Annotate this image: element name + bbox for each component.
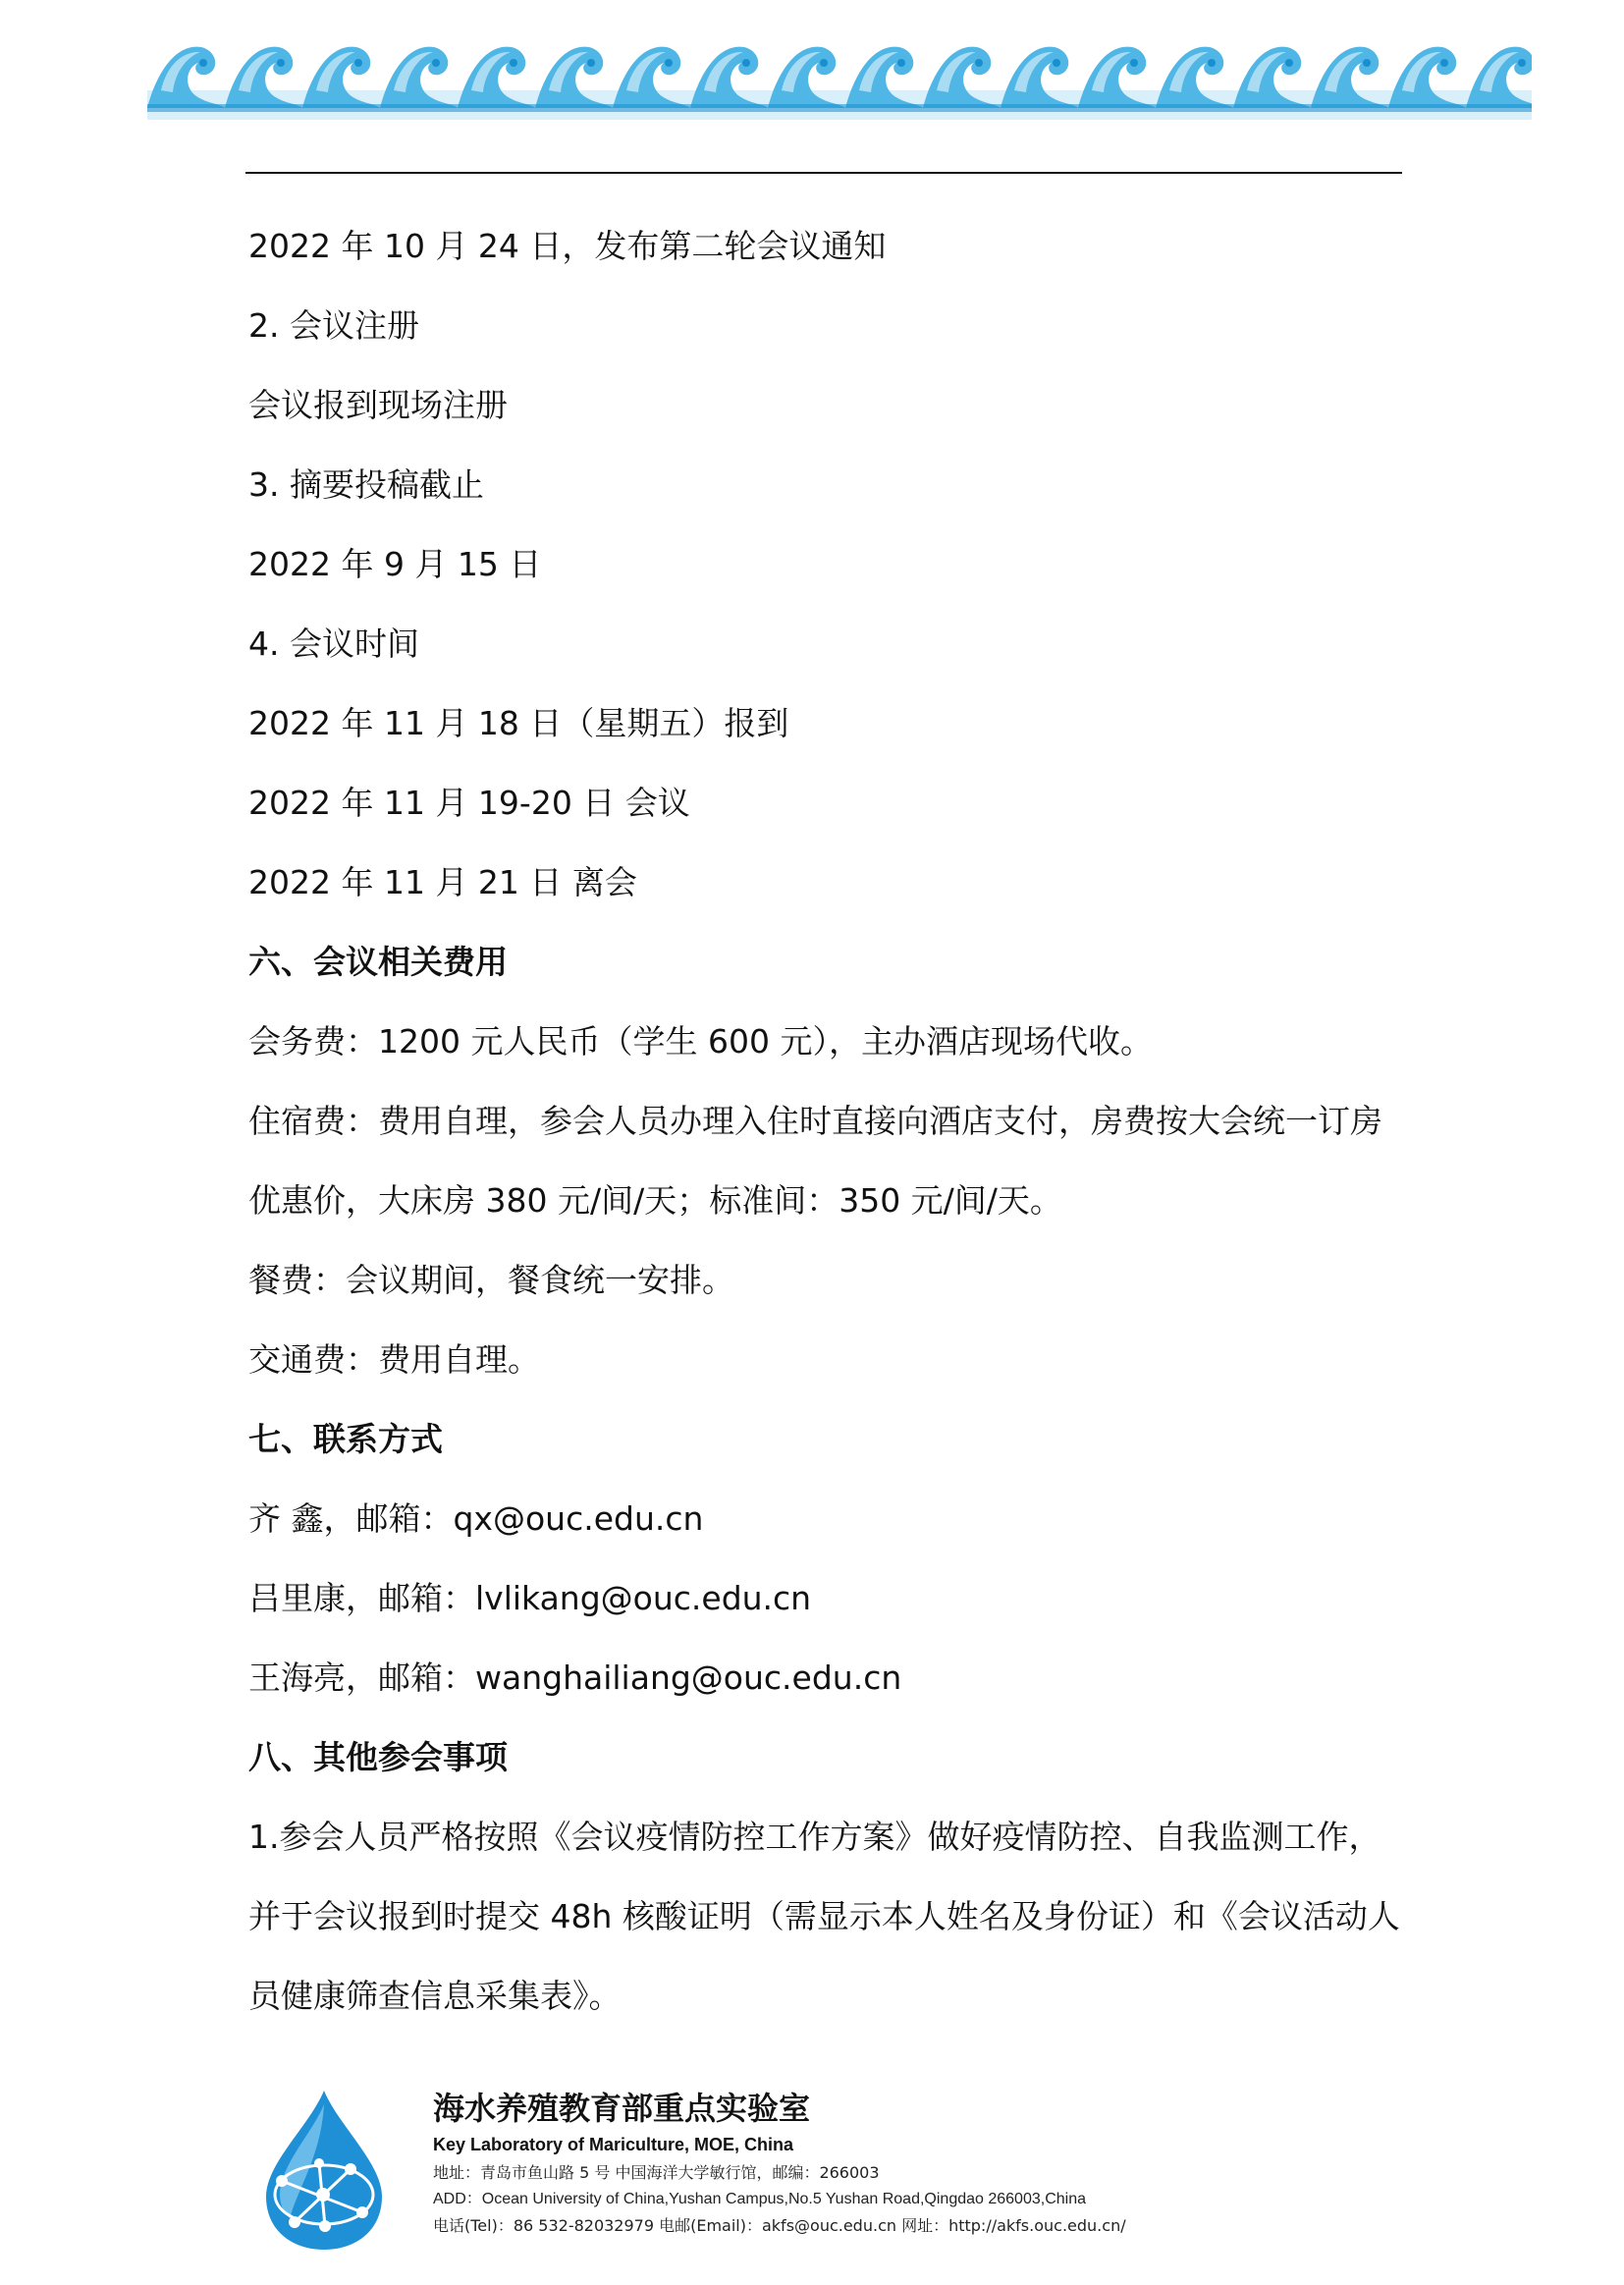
- wave-curl: [1363, 59, 1371, 67]
- address-cn: 地址：青岛市鱼山路 5 号 中国海洋大学敏行馆，邮编：266003: [433, 2163, 880, 2182]
- lab-name-en: Key Laboratory of Mariculture, MOE, China: [433, 2135, 794, 2154]
- document-body: [248, 206, 1407, 2036]
- wave-curl: [354, 59, 362, 67]
- water-drop-network-logo: [260, 2087, 388, 2254]
- wave-curl: [742, 59, 750, 67]
- lab-name-cn: 海水养殖教育部重点实验室: [433, 2090, 811, 2127]
- wave-curl: [1285, 59, 1293, 67]
- wave-curl: [1053, 59, 1060, 67]
- body-line: 并于会议报到时提交 48h 核酸证明（需显示本人姓名及身份证）和《会议活动人: [248, 1897, 1400, 1935]
- wave-curl: [199, 59, 207, 67]
- contact-line: 电话(Tel)：86 532-82032979 电邮(Email)：akfs@ouc.edu.cn 网址：http://akfs.ouc.edu.cn/: [433, 2216, 1126, 2235]
- wave-curl: [820, 59, 828, 67]
- wave-curl: [510, 59, 517, 67]
- body-line: 吕里康，邮箱：lvlikang@ouc.edu.cn: [248, 1579, 812, 1617]
- wave-band-icon: [147, 22, 1532, 120]
- wave-curl: [432, 59, 440, 67]
- body-line: 交通费：费用自理。: [248, 1340, 540, 1379]
- body-line: 2. 会议注册: [248, 306, 419, 345]
- body-line: 会务费：1200 元人民币（学生 600 元），主办酒店现场代收。: [248, 1022, 1153, 1061]
- wave-curl: [1518, 59, 1526, 67]
- body-line: 员健康筛查信息采集表》。: [248, 1977, 622, 2015]
- body-line: 2022 年 9 月 15 日: [248, 545, 542, 583]
- wave-curl: [587, 59, 595, 67]
- wave-curl: [897, 59, 905, 67]
- header-rule: [245, 172, 1402, 174]
- body-line: 餐费：会议期间，餐食统一安排。: [248, 1261, 734, 1299]
- section-heading: 六、会议相关费用: [248, 943, 508, 981]
- wave-curl: [277, 59, 285, 67]
- body-line: 2022 年 11 月 19-20 日 会议: [248, 784, 690, 822]
- body-line: 优惠价，大床房 380 元/间/天；标准间：350 元/间/天。: [248, 1181, 1062, 1220]
- wave-curl: [1208, 59, 1216, 67]
- body-line: 2022 年 11 月 21 日 离会: [248, 863, 637, 901]
- body-line: 2022 年 11 月 18 日（星期五）报到: [248, 704, 789, 742]
- wave-curl: [975, 59, 983, 67]
- body-line: 会议报到现场注册: [248, 386, 508, 424]
- section-heading: 八、其他参会事项: [248, 1738, 508, 1776]
- wave-curl: [1130, 59, 1138, 67]
- body-line: 4. 会议时间: [248, 625, 419, 663]
- section-heading: 七、联系方式: [248, 1420, 443, 1458]
- address-en: ADD：Ocean University of China,Yushan Campus,No.5 Yushan Road,Qingdao 266003,China: [433, 2191, 1086, 2207]
- body-line: 1.参会人员严格按照《会议疫情防控工作方案》做好疫情防控、自我监测工作，: [248, 1818, 1381, 1856]
- body-line: 3. 摘要投稿截止: [248, 465, 484, 504]
- wave-base: [147, 104, 1532, 112]
- body-line: 2022 年 10 月 24 日，发布第二轮会议通知: [248, 227, 887, 265]
- page-footer: [260, 2087, 1242, 2263]
- wave-curl: [1440, 59, 1448, 67]
- body-line: 齐 鑫，邮箱：qx@ouc.edu.cn: [248, 1499, 704, 1538]
- wave-curl: [665, 59, 673, 67]
- body-line: 住宿费：费用自理，参会人员办理入住时直接向酒店支付，房费按大会统一订房: [248, 1102, 1382, 1140]
- body-line: 王海亮，邮箱：wanghailiang@ouc.edu.cn: [248, 1659, 902, 1697]
